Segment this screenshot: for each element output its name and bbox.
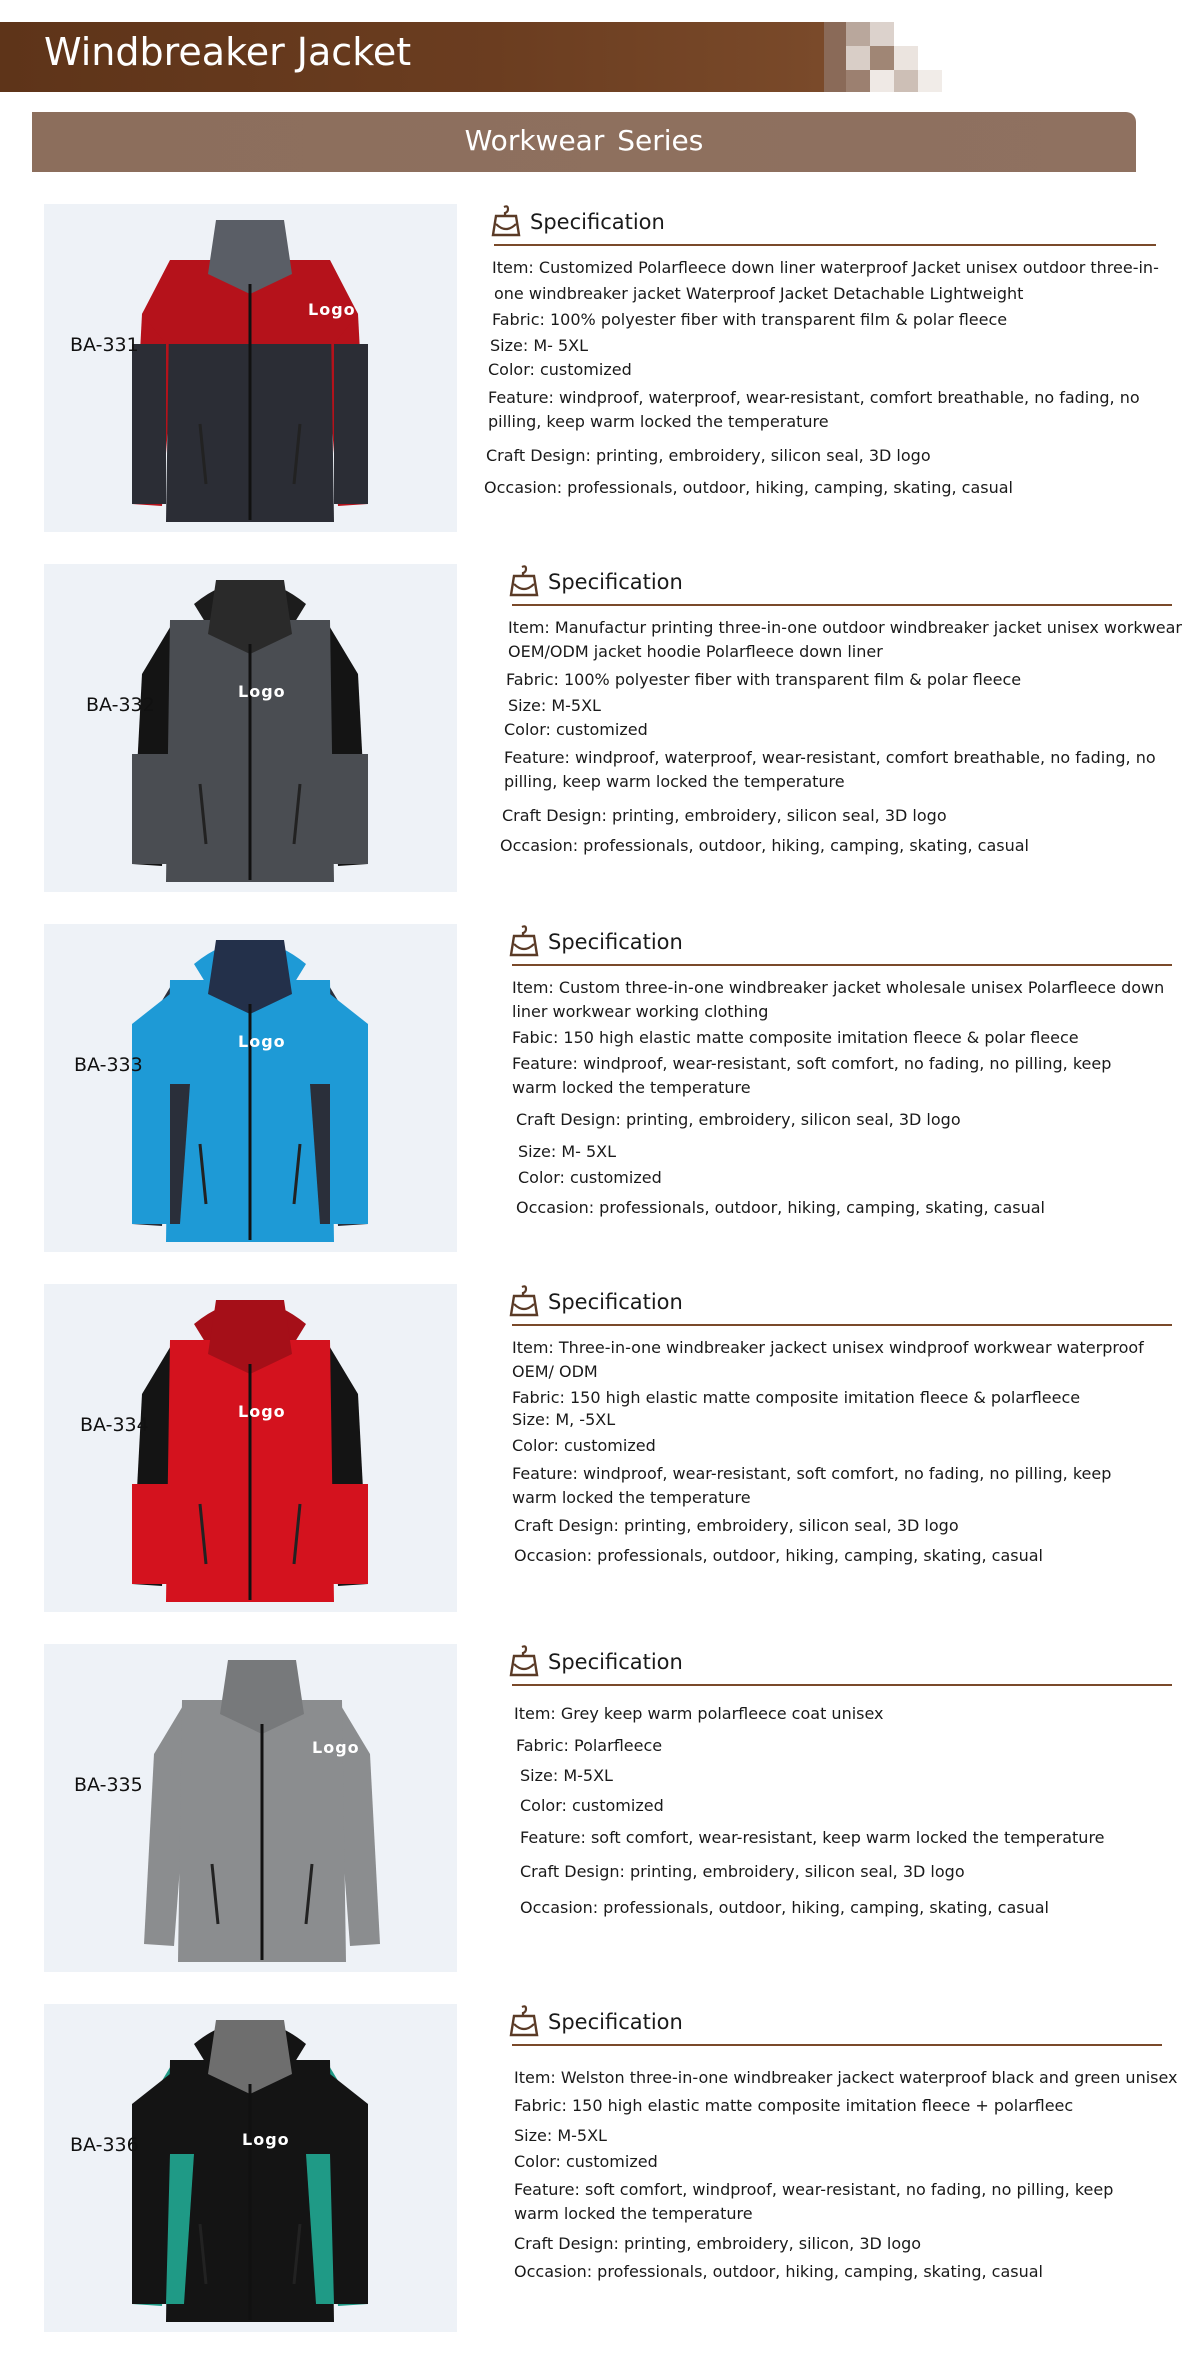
spec-line: Size: M-5XL (508, 696, 601, 715)
product-sku: BA-334 (80, 1414, 149, 1436)
hanger-bag-icon (490, 204, 522, 238)
checker-square (870, 46, 894, 70)
specification-divider (512, 1324, 1172, 1326)
specification-title: Specification (530, 210, 665, 234)
spec-line: Color: customized (504, 720, 648, 739)
spec-line: Craft Design: printing, embroidery, silicon seal, 3D logo (520, 1862, 965, 1881)
hanger-bag-icon (508, 1644, 540, 1678)
spec-line: warm locked the temperature (514, 2204, 753, 2223)
checker-square (846, 46, 870, 70)
specification-title: Specification (548, 2010, 683, 2034)
jacket-left-sleeve (144, 1704, 184, 1946)
spec-line: Size: M-5XL (514, 2126, 607, 2145)
jacket-illustration (44, 924, 457, 1252)
spec-line: Occasion: professionals, outdoor, hiking, camping, skating, casual (520, 1898, 1049, 1917)
page-title: Windbreaker Jacket (44, 30, 412, 74)
spec-line: OEM/ ODM (512, 1362, 598, 1381)
spec-line: Item: Manufactur printing three-in-one outdoor windbreaker jacket unisex workwear (508, 618, 1182, 637)
logo-placeholder: Logo (238, 682, 286, 701)
spec-line: Feature: soft comfort, windproof, wear-resistant, no fading, no pilling, keep (514, 2180, 1114, 2199)
jacket-illustration (44, 2004, 457, 2332)
series-title: Workwear Series (464, 124, 704, 157)
spec-line: Size: M-5XL (520, 1766, 613, 1785)
spec-line: Fabric: 100% polyester fiber with transparent film & polar fleece (506, 670, 1022, 689)
product-sku: BA-333 (74, 1054, 143, 1076)
jacket-lower-sleeve (334, 344, 368, 504)
title-banner (0, 22, 824, 92)
spec-line: Occasion: professionals, outdoor, hiking, camping, skating, casual (484, 478, 1013, 497)
spec-line: Feature: windproof, waterproof, wear-resistant, comfort breathable, no fading, no (504, 748, 1156, 767)
spec-line: Color: customized (518, 1168, 662, 1187)
jacket-lower-sleeve (330, 754, 368, 864)
jacket-sleeve-fill (132, 994, 170, 1224)
specification-title: Specification (548, 1650, 683, 1674)
product-card (0, 2004, 1182, 2334)
spec-line: Craft Design: printing, embroidery, silicon seal, 3D logo (516, 1110, 961, 1129)
spec-line: one windbreaker jacket Waterproof Jacket Detachable Lightweight (494, 284, 1024, 303)
logo-placeholder: Logo (312, 1738, 360, 1757)
spec-line: Feature: soft comfort, wear-resistant, keep warm locked the temperature (520, 1828, 1105, 1847)
checker-square (846, 70, 870, 92)
logo-placeholder: Logo (238, 1402, 286, 1421)
spec-line: Item: Custom three-in-one windbreaker jacket wholesale unisex Polarfleece down (512, 978, 1165, 997)
spec-line: OEM/ODM jacket hoodie Polarfleece down liner (508, 642, 883, 661)
specification-divider (512, 964, 1172, 966)
jacket-illustration (44, 1644, 457, 1972)
product-photo (44, 564, 457, 892)
jacket-sleeve-fill (330, 994, 368, 1224)
spec-line: Craft Design: printing, embroidery, silicon seal, 3D logo (502, 806, 947, 825)
spec-line: Size: M- 5XL (490, 336, 589, 355)
spec-line: Fabric: Polarfleece (516, 1736, 663, 1755)
product-card (0, 564, 1182, 894)
jacket-sleeve-fill (330, 2074, 368, 2304)
spec-line: Occasion: professionals, outdoor, hiking, camping, skating, casual (514, 2262, 1043, 2281)
spec-line: Fabric: 150 high elastic matte composite imitation fleece + polarfleec (514, 2096, 1074, 2115)
jacket-lower-sleeve (330, 1484, 368, 1584)
hanger-bag-icon (508, 924, 540, 958)
specification-title: Specification (548, 1290, 683, 1314)
series-banner (32, 112, 1136, 172)
product-card (0, 924, 1182, 1254)
checker-square (870, 22, 894, 46)
product-photo (44, 924, 457, 1252)
jacket-illustration (44, 204, 457, 532)
spec-line: warm locked the temperature (512, 1078, 751, 1097)
product-photo (44, 2004, 457, 2332)
spec-line: Item: Customized Polarfleece down liner waterproof Jacket unisex outdoor three-in- (492, 258, 1159, 277)
spec-line: Fabric: 150 high elastic matte composite imitation fleece & polarfleece (512, 1388, 1081, 1407)
spec-line: Color: customized (512, 1436, 656, 1455)
logo-placeholder: Logo (308, 300, 356, 319)
hanger-bag-icon (508, 2004, 540, 2038)
spec-line: Color: customized (488, 360, 632, 379)
checker-square (824, 22, 846, 92)
spec-line: warm locked the temperature (512, 1488, 751, 1507)
spec-line: pilling, keep warm locked the temperature (488, 412, 829, 431)
product-photo (44, 1644, 457, 1972)
checker-square (918, 70, 942, 92)
jacket-illustration (44, 564, 457, 892)
checker-square (870, 70, 894, 92)
logo-placeholder: Logo (238, 1032, 286, 1051)
checker-square (894, 46, 918, 70)
spec-line: Item: Grey keep warm polarfleece coat unisex (514, 1704, 884, 1723)
spec-line: pilling, keep warm locked the temperature (504, 772, 845, 791)
product-sku: BA-335 (74, 1774, 143, 1796)
jacket-illustration (44, 1284, 457, 1612)
product-card (0, 204, 1182, 534)
jacket-lower-sleeve (132, 344, 166, 504)
spec-line: Craft Design: printing, embroidery, silicon seal, 3D logo (486, 446, 931, 465)
specification-title: Specification (548, 570, 683, 594)
spec-line: Craft Design: printing, embroidery, silicon seal, 3D logo (514, 1516, 959, 1535)
spec-line: Item: Three-in-one windbreaker jackect unisex windproof workwear waterproof (512, 1338, 1144, 1357)
specification-divider (494, 244, 1156, 246)
jacket-lower-sleeve (132, 1484, 170, 1584)
spec-line: Feature: windproof, wear-resistant, soft comfort, no fading, no pilling, keep (512, 1054, 1112, 1073)
spec-line: Occasion: professionals, outdoor, hiking, camping, skating, casual (514, 1546, 1043, 1565)
spec-line: Fabric: 100% polyester fiber with transparent film & polar fleece (492, 310, 1008, 329)
specification-divider (512, 1684, 1172, 1686)
spec-line: Occasion: professionals, outdoor, hiking, camping, skating, casual (500, 836, 1029, 855)
product-card (0, 1284, 1182, 1614)
spec-line: Color: customized (514, 2152, 658, 2171)
spec-line: Feature: windproof, waterproof, wear-resistant, comfort breathable, no fading, no (488, 388, 1140, 407)
specification-divider (512, 2044, 1162, 2046)
spec-line: liner workwear working clothing (512, 1002, 769, 1021)
product-photo (44, 204, 457, 532)
product-photo (44, 1284, 457, 1612)
specification-divider (512, 604, 1172, 606)
spec-line: Item: Welston three-in-one windbreaker jackect waterproof black and green unisex (514, 2068, 1178, 2087)
hanger-bag-icon (508, 564, 540, 598)
checker-square (846, 22, 870, 46)
spec-line: Size: M, -5XL (512, 1410, 616, 1429)
spec-line: Size: M- 5XL (518, 1142, 617, 1161)
specification-title: Specification (548, 930, 683, 954)
product-sku: BA-336 (70, 2134, 139, 2156)
hanger-bag-icon (508, 1284, 540, 1318)
spec-line: Occasion: professionals, outdoor, hiking, camping, skating, casual (516, 1198, 1045, 1217)
spec-line: Craft Design: printing, embroidery, silicon, 3D logo (514, 2234, 922, 2253)
product-card (0, 1644, 1182, 1974)
checker-square (894, 70, 918, 92)
spec-line: Fabic: 150 high elastic matte composite imitation fleece & polar fleece (512, 1028, 1079, 1047)
logo-placeholder: Logo (242, 2130, 290, 2149)
product-sku: BA-331 (70, 334, 139, 356)
product-sku: BA-332 (86, 694, 155, 716)
jacket-lower-sleeve (132, 754, 170, 864)
spec-line: Color: customized (520, 1796, 664, 1815)
spec-line: Feature: windproof, wear-resistant, soft comfort, no fading, no pilling, keep (512, 1464, 1112, 1483)
jacket-sleeve-fill (132, 2074, 170, 2304)
